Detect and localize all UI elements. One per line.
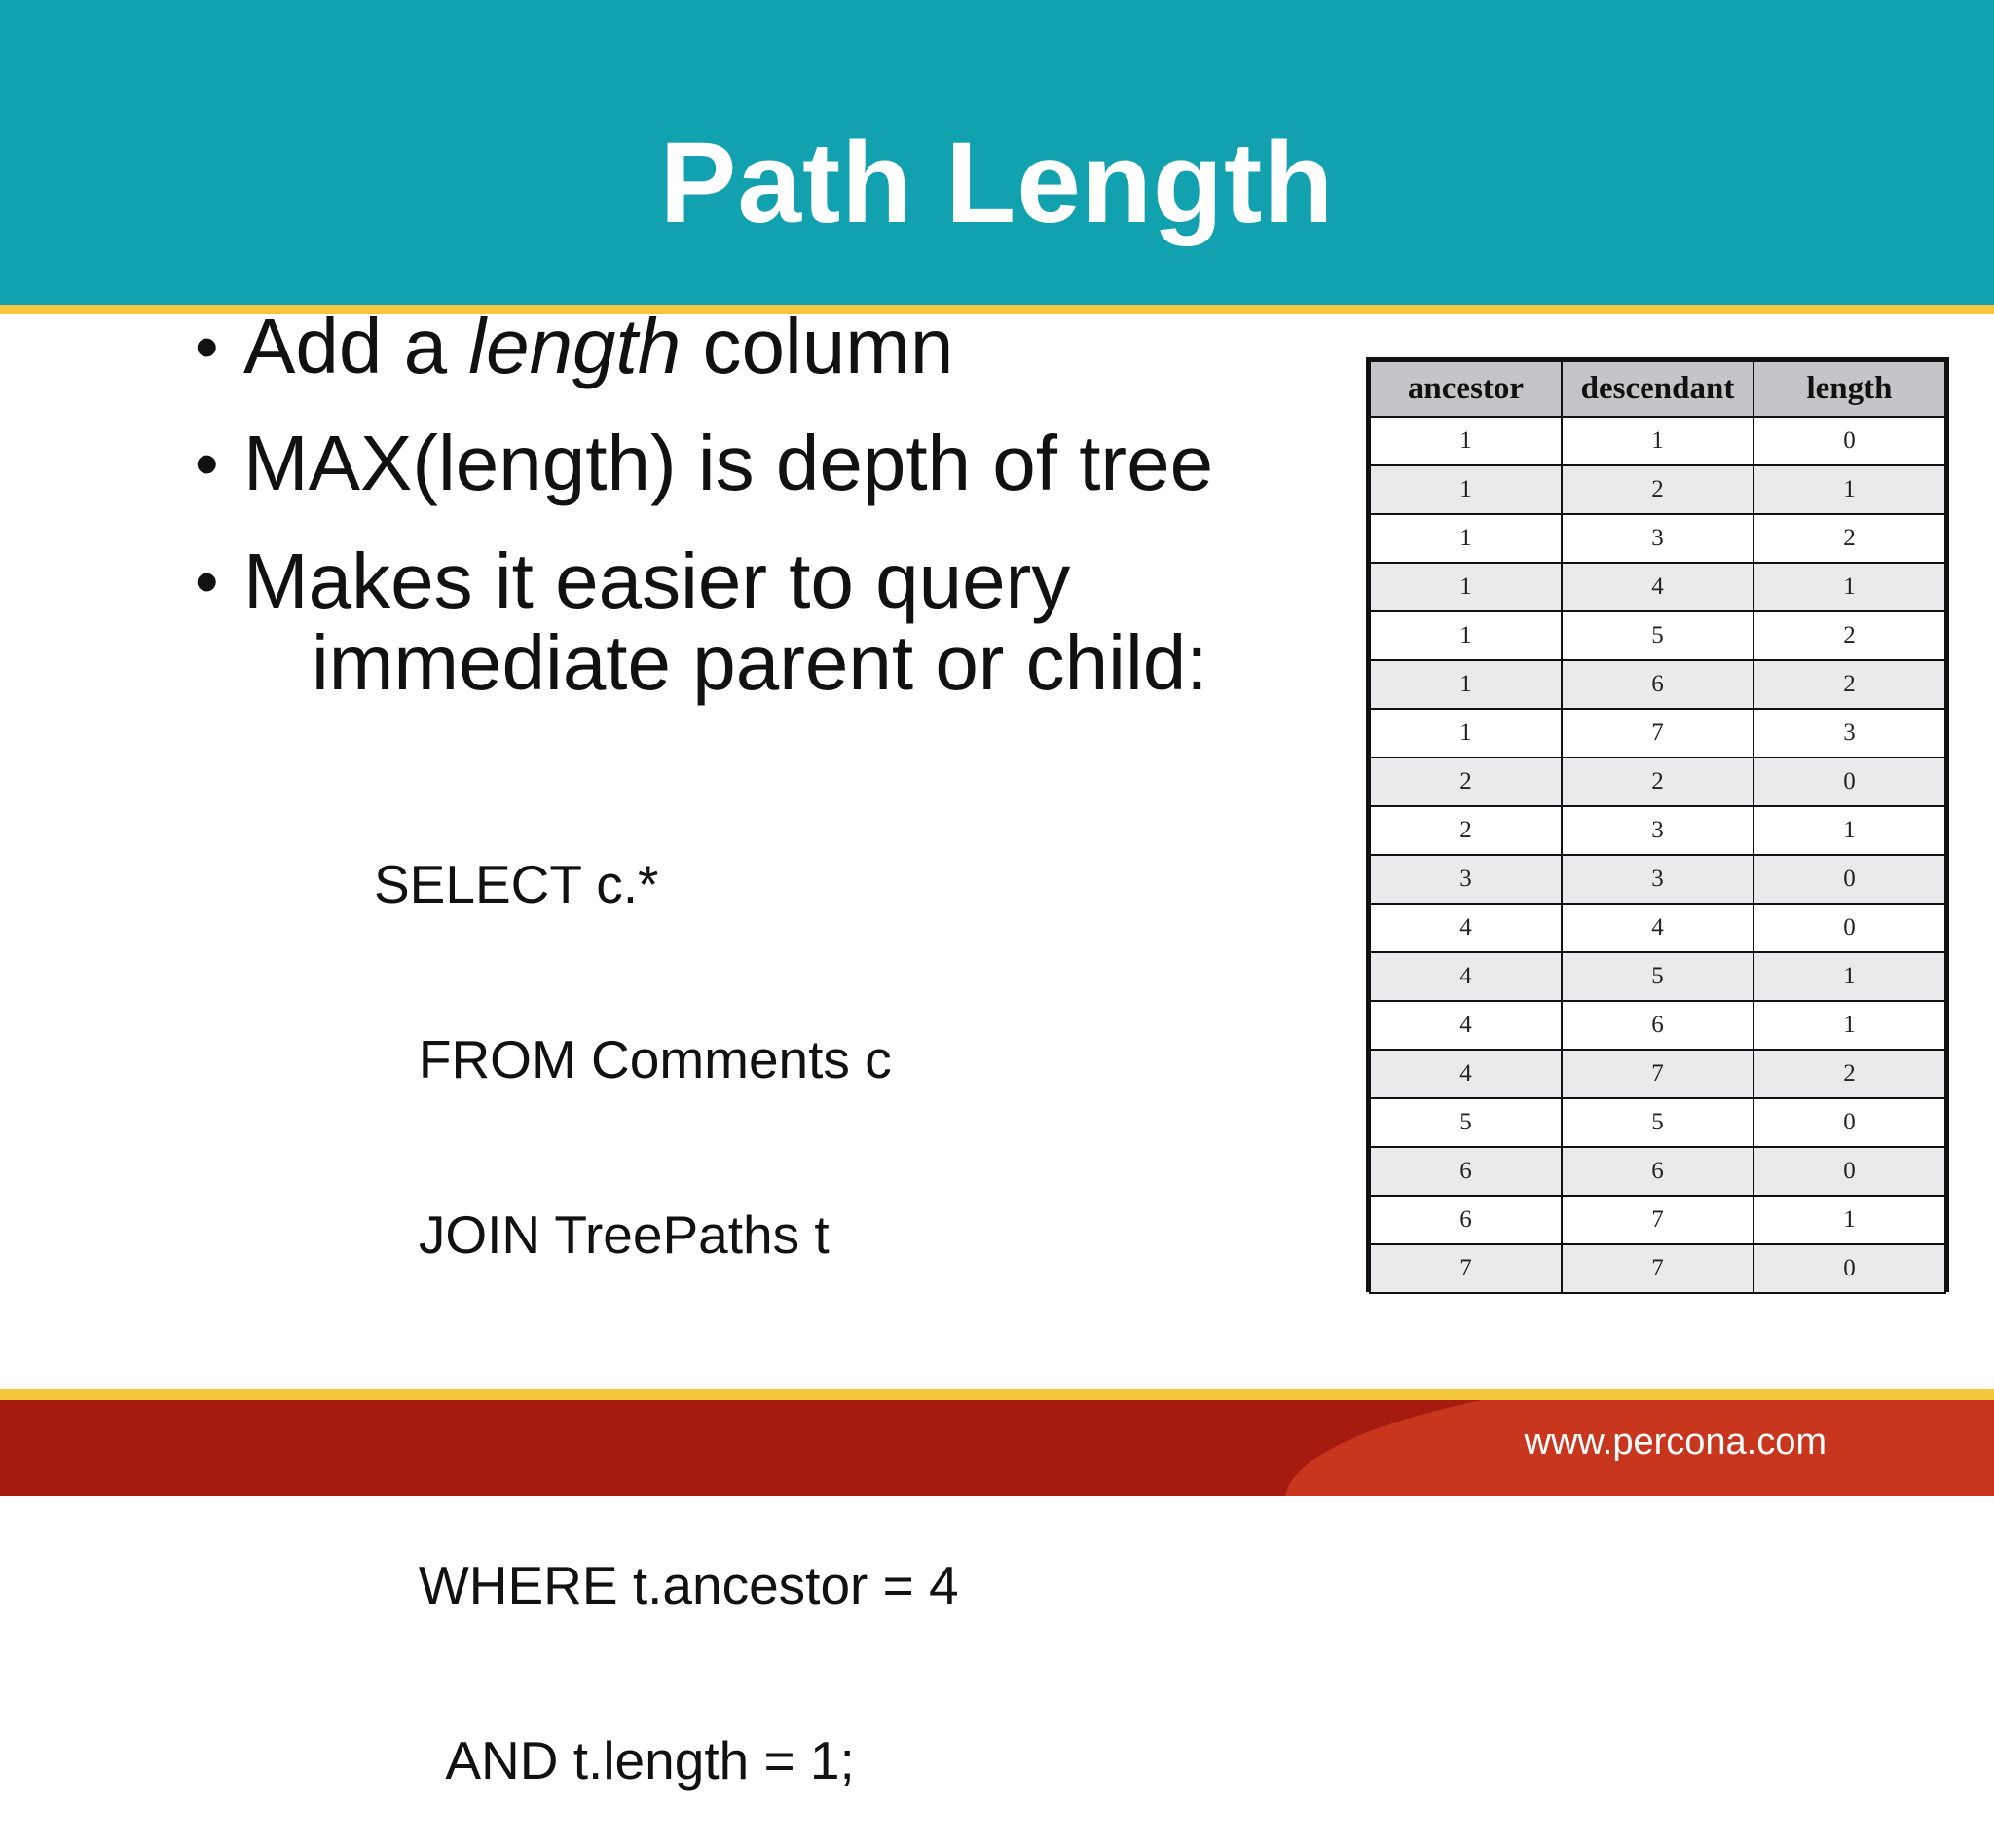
table-row xyxy=(1370,611,1945,660)
table-row xyxy=(1370,758,1945,806)
bullet-dot: • xyxy=(195,543,219,619)
table-cell: 3 xyxy=(1370,855,1562,904)
table-cell: 1 xyxy=(1754,806,1945,855)
bullet-continuation: immediate parent or child: xyxy=(312,619,1208,706)
table-cell: 1 xyxy=(1370,709,1562,758)
table-row xyxy=(1370,806,1945,855)
table-cell: 1 xyxy=(1754,1196,1945,1244)
table-cell: 2 xyxy=(1754,611,1945,660)
bullet-text: Add a length column xyxy=(243,303,954,389)
table-cell: 5 xyxy=(1562,952,1754,1001)
table-row xyxy=(1370,1196,1945,1244)
footer-bar xyxy=(0,1400,1994,1496)
bullet-text: Makes it easier to query xyxy=(243,537,1071,624)
table-cell: 4 xyxy=(1562,904,1754,952)
table-cell: 6 xyxy=(1562,1001,1754,1050)
table-cell: 1 xyxy=(1754,563,1945,611)
table-cell: 4 xyxy=(1370,1001,1562,1050)
table-cell: 1 xyxy=(1562,417,1754,465)
table-cell: 1 xyxy=(1754,465,1945,514)
table-row xyxy=(1370,1001,1945,1050)
footer-url: www.percona.com xyxy=(1524,1422,1827,1462)
table-cell: 1 xyxy=(1370,660,1562,709)
table-cell: 0 xyxy=(1754,1244,1945,1293)
table-cell: 1 xyxy=(1754,1001,1945,1050)
table-cell: 7 xyxy=(1562,1196,1754,1244)
column-header: length xyxy=(1754,361,1945,417)
table-row xyxy=(1370,709,1945,758)
bullet-dot: • xyxy=(195,309,219,385)
table-cell: 7 xyxy=(1562,1244,1754,1293)
table-cell: 1 xyxy=(1370,611,1562,660)
table-cell: 2 xyxy=(1562,758,1754,806)
sql-code-block xyxy=(374,738,1280,1848)
table-row xyxy=(1370,1050,1945,1098)
table-cell: 0 xyxy=(1754,855,1945,904)
table-cell: 2 xyxy=(1754,1050,1945,1098)
table-cell: 7 xyxy=(1370,1244,1562,1293)
table-cell: 1 xyxy=(1370,514,1562,563)
table-cell: 3 xyxy=(1562,855,1754,904)
treepaths-table xyxy=(1366,357,1949,1292)
table-body xyxy=(1370,417,1945,1293)
bullet-dot: • xyxy=(195,425,219,501)
table-cell: 1 xyxy=(1370,563,1562,611)
table-cell: 3 xyxy=(1562,806,1754,855)
table-cell: 1 xyxy=(1370,417,1562,465)
table-cell: 2 xyxy=(1562,465,1754,514)
table-cell: 4 xyxy=(1370,1050,1562,1098)
table-row xyxy=(1370,952,1945,1001)
table-cell: 4 xyxy=(1370,904,1562,952)
table-row xyxy=(1370,660,1945,709)
table-row xyxy=(1370,465,1945,514)
table-cell: 2 xyxy=(1754,660,1945,709)
bullet-text: MAX(length) is depth of tree xyxy=(243,420,1214,506)
table-row xyxy=(1370,514,1945,563)
table-cell: 0 xyxy=(1754,1147,1945,1196)
table-header-row xyxy=(1370,361,1945,417)
column-header: descendant xyxy=(1562,361,1754,417)
table-cell: 2 xyxy=(1754,514,1945,563)
table-row xyxy=(1370,1098,1945,1147)
table-row xyxy=(1370,1147,1945,1196)
code-line: FROM Comments c xyxy=(374,1029,892,1090)
table-cell: 0 xyxy=(1754,417,1945,465)
table-row xyxy=(1370,417,1945,465)
code-line: JOIN TreePaths t xyxy=(374,1204,830,1265)
table-cell: 7 xyxy=(1562,709,1754,758)
table-row xyxy=(1370,563,1945,611)
table-cell: 1 xyxy=(1754,952,1945,1001)
table-cell: 3 xyxy=(1562,514,1754,563)
table-row xyxy=(1370,855,1945,904)
code-line: SELECT c.* xyxy=(374,854,659,914)
table-cell: 4 xyxy=(1370,952,1562,1001)
table-cell: 5 xyxy=(1370,1098,1562,1147)
code-line: AND t.length = 1; xyxy=(374,1730,855,1791)
table-cell: 3 xyxy=(1754,709,1945,758)
table-cell: 0 xyxy=(1754,1098,1945,1147)
column-header: ancestor xyxy=(1370,361,1562,417)
table-cell: 2 xyxy=(1370,806,1562,855)
table-cell: 1 xyxy=(1370,465,1562,514)
code-line: WHERE t.ancestor = 4 xyxy=(374,1555,959,1615)
table-cell: 6 xyxy=(1370,1147,1562,1196)
table-row xyxy=(1370,904,1945,952)
table-cell: 6 xyxy=(1562,1147,1754,1196)
table-cell: 2 xyxy=(1370,758,1562,806)
table-row xyxy=(1370,1244,1945,1293)
footer-rule xyxy=(0,1389,1994,1400)
slide-title: Path Length xyxy=(659,119,1335,247)
table-cell: 4 xyxy=(1562,563,1754,611)
table-cell: 7 xyxy=(1562,1050,1754,1098)
table-cell: 5 xyxy=(1562,611,1754,660)
data-table xyxy=(1369,360,1946,1294)
table-cell: 0 xyxy=(1754,904,1945,952)
table-cell: 5 xyxy=(1562,1098,1754,1147)
table-cell: 6 xyxy=(1562,660,1754,709)
table-cell: 6 xyxy=(1370,1196,1562,1244)
table-cell: 0 xyxy=(1754,758,1945,806)
